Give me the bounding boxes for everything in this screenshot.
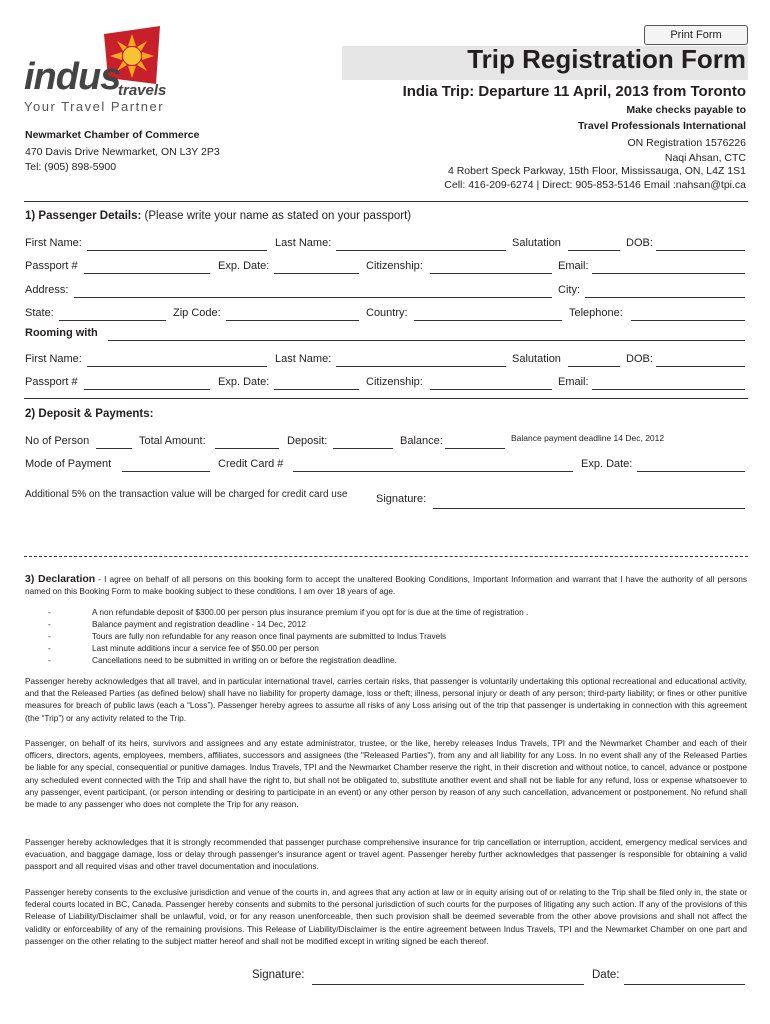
salutation-field-2[interactable]: [568, 366, 620, 367]
declaration-paragraph-release: Passenger, on behalf of its heirs, survivors and assignees and any estate administrator, trustee, or the like, hereby releases Indus Travels, TPI and the Newmarket Chamber and each of their officers, directors, agents, employees, members, affiliates, successors and assignees (the "Released Parties"), from any and all liability for any Loss. In no event shall any of the Released Parties be liable for any special, consequential or punitive damages. Indus Travels, TPI and the Newmarket Chamber reserve the right, in their discretion and without notice, to cancel, advance or postpone any scheduled event connected with the Trip and shall have the right to, but shall not be obligated to, substitute another event and shall not be liable for any refund, loss or expense whatsoever to any passenger, event participant, (or person intending or desiring to participate in an event) or any other person by reason of any such cancellation, advancement or postponement. No refund shall be made to any passenger who does not complete the Trip for any reason.: [25, 738, 747, 810]
declaration-bullet: - Tours are fully non refundable for any reason once final payments are submitted to Indus Travels: [48, 631, 447, 641]
exp-date-label-2: Exp. Date:: [218, 376, 270, 388]
cut-line-divider: [24, 556, 748, 557]
logo-brand-main: indus: [24, 56, 121, 98]
logo-brand-sub: travels: [118, 82, 167, 99]
final-date-label: Date:: [592, 969, 620, 981]
state-field[interactable]: [59, 320, 166, 321]
dob-label: DOB:: [626, 237, 653, 249]
card-exp-date-label: Exp. Date:: [581, 458, 633, 470]
last-name-field[interactable]: [336, 250, 506, 251]
email-field[interactable]: [592, 273, 745, 274]
mode-of-payment-label: Mode of Payment: [25, 458, 112, 470]
citizenship-label: Citizenship:: [366, 260, 423, 272]
rooming-with-line: [108, 340, 745, 341]
passenger-section-heading: 1) Passenger Details: (Please write your name as stated on your passport): [25, 210, 412, 222]
credit-card-surcharge-note: Additional 5% on the transaction value will be charged for credit card use: [25, 489, 348, 500]
passport-label-2: Passport #: [25, 376, 78, 388]
email-label-2: Email:: [558, 376, 589, 388]
payable-line-1: Make checks payable to: [626, 104, 746, 116]
declaration-intro: 3) Declaration - I agree on behalf of all persons on this booking form to accept the unaltered Booking Conditions, Important Information and warrant that I have the authority of all persons named on this Booking Form to make booking subject to these conditions. I am over 18 years of age.: [25, 573, 747, 597]
credit-card-label: Credit Card #: [218, 458, 284, 470]
logo-tagline: Your Travel Partner: [24, 99, 165, 114]
address-field[interactable]: [74, 297, 552, 298]
dob-field-2[interactable]: [656, 366, 745, 367]
tpi-address: 4 Robert Speck Parkway, 15th Floor, Mississauga, ON, L4Z 1S1: [447, 165, 746, 177]
divider: [24, 201, 748, 202]
address-label: Address:: [25, 284, 69, 296]
deposit-label: Deposit:: [287, 435, 328, 447]
declaration-bullet: - Last minute additions incur a service fee of $50.00 per person: [48, 643, 319, 653]
city-field[interactable]: [585, 297, 745, 298]
exp-date-field[interactable]: [274, 273, 359, 274]
deposit-section-heading: 2) Deposit & Payments:: [25, 408, 154, 420]
city-label: City:: [558, 284, 580, 296]
print-form-button[interactable]: Print Form: [644, 25, 748, 45]
mode-of-payment-field[interactable]: [122, 471, 210, 472]
telephone-field[interactable]: [631, 320, 745, 321]
on-registration: ON Registration 1576226: [627, 137, 746, 149]
citizenship-field[interactable]: [430, 273, 552, 274]
deposit-signature-label: Signature:: [376, 493, 427, 505]
page-title: Trip Registration Form: [467, 44, 746, 74]
salutation-label-2: Salutation: [512, 353, 561, 365]
rooming-with-label: Rooming with: [25, 327, 98, 339]
balance-deadline-note: Balance payment deadline 14 Dec, 2012: [511, 433, 665, 443]
no-of-person-label: No of Person: [25, 435, 90, 447]
balance-field[interactable]: [445, 448, 505, 449]
divider: [24, 398, 748, 399]
zip-code-label: Zip Code:: [173, 307, 221, 319]
declaration-paragraph-jurisdiction: Passenger hereby consents to the exclusive jurisdiction and venue of the courts in, and agrees that any action at law or in equity arising out of or relating to the Trip shall be filed only in, the state or federal courts located in BC, Canada. Passenger hereby consents and submits to the personal jurisdiction of such courts for the purposes of litigating any such action. If any of the provisions of this Release of Liability/Disclaimer shall be unlawful, void, or for any reason unenforceable, then such provision shall be deemed severable from the other above provisions and shall not affect the validity or enforceability of any of the remaining provisions. This Release of Liability/Disclaimer is the entire agreement between Indus Travels, TPI and the Newmarket Chamber on one part and passenger on the other relating to the subject matter hereof and shall not be modified except in writing signed be each thereof.: [25, 887, 747, 946]
salutation-field[interactable]: [568, 250, 620, 251]
first-name-field[interactable]: [87, 250, 267, 251]
deposit-field[interactable]: [333, 448, 393, 449]
declaration-paragraph-insurance: Passenger hereby acknowledges that it is strongly recommended that passenger purchase comprehensive insurance for trip cancellation or interruption, accident, emergency medical services and evacuation, and baggage damage, loss or delay through passenger's insurance agent or travel agent. Passenger hereby further acknowledges that passenger is responsible for obtaining a valid passport and all required visas and other travel documentation and inoculations.: [25, 837, 747, 872]
first-name-label: First Name:: [25, 237, 82, 249]
citizenship-label-2: Citizenship:: [366, 376, 423, 388]
final-signature-label: Signature:: [252, 969, 305, 981]
org-tel: Tel: (905) 898-5900: [25, 161, 117, 173]
country-field[interactable]: [414, 320, 562, 321]
payable-line-2: Travel Professionals International: [577, 120, 746, 132]
passport-field[interactable]: [84, 273, 210, 274]
citizenship-field-2[interactable]: [430, 389, 552, 390]
email-field-2[interactable]: [592, 389, 745, 390]
last-name-label: Last Name:: [275, 237, 332, 249]
state-label: State:: [25, 307, 54, 319]
email-label: Email:: [558, 260, 589, 272]
total-amount-field[interactable]: [215, 448, 279, 449]
final-signature-field[interactable]: [312, 984, 584, 985]
trip-subtitle: India Trip: Departure 11 April, 2013 from Toronto: [402, 83, 746, 100]
deposit-signature-field[interactable]: [433, 508, 745, 509]
telephone-label: Telephone:: [569, 307, 623, 319]
declaration-bullet: - A non refundable deposit of $300.00 per person plus insurance premium if you opt for is due at the time of registration .: [48, 607, 529, 617]
salutation-label: Salutation: [512, 237, 561, 249]
card-exp-date-field[interactable]: [637, 471, 745, 472]
dob-field[interactable]: [656, 250, 745, 251]
balance-label: Balance:: [400, 435, 443, 447]
total-amount-label: Total Amount:: [139, 435, 206, 447]
first-name-label-2: First Name:: [25, 353, 82, 365]
declaration-bullet: - Cancellations need to be submitted in writing on or before the registration deadline.: [48, 655, 397, 665]
org-address: 470 Davis Drive Newmarket, ON L3Y 2P3: [25, 146, 220, 158]
no-of-person-field[interactable]: [96, 448, 132, 449]
contact-name: Naqi Ahsan, CTC: [664, 152, 746, 164]
passport-label: Passport #: [25, 260, 78, 272]
declaration-bullet: - Balance payment and registration deadline - 14 Dec, 2012: [48, 619, 307, 629]
passport-field-2[interactable]: [84, 389, 210, 390]
dob-label-2: DOB:: [626, 353, 653, 365]
exp-date-field-2[interactable]: [274, 389, 359, 390]
zip-code-field[interactable]: [226, 320, 359, 321]
exp-date-label: Exp. Date:: [218, 260, 270, 272]
final-date-field[interactable]: [624, 984, 745, 985]
last-name-label-2: Last Name:: [275, 353, 332, 365]
declaration-paragraph-risk: Passenger hereby acknowledges that all travel, and in particular international travel, carries certain risks, that passenger is voluntarily undertaking this optional recreational and educational activity, and that the Released Parties (as defined below) shall have no liability for property damage, loss or theft; illness, personal injury or death of any person; third-party liability; or fines or other punitive measures for breach of public laws (each a “Loss”). Passenger hereby agrees to assume all risks of any Loss arising out of the trip that passenger is undertaking in connection with this agreement (the “Trip”) or any activity related to the Trip.: [25, 676, 747, 723]
credit-card-field[interactable]: [293, 471, 573, 472]
country-label: Country:: [366, 307, 408, 319]
last-name-field-2[interactable]: [336, 366, 506, 367]
first-name-field-2[interactable]: [87, 366, 267, 367]
org-name: Newmarket Chamber of Commerce: [25, 129, 200, 141]
tpi-contact: Cell: 416-209-6274 | Direct: 905-853-5146 Email :nahsan@tpi.ca: [444, 179, 746, 191]
